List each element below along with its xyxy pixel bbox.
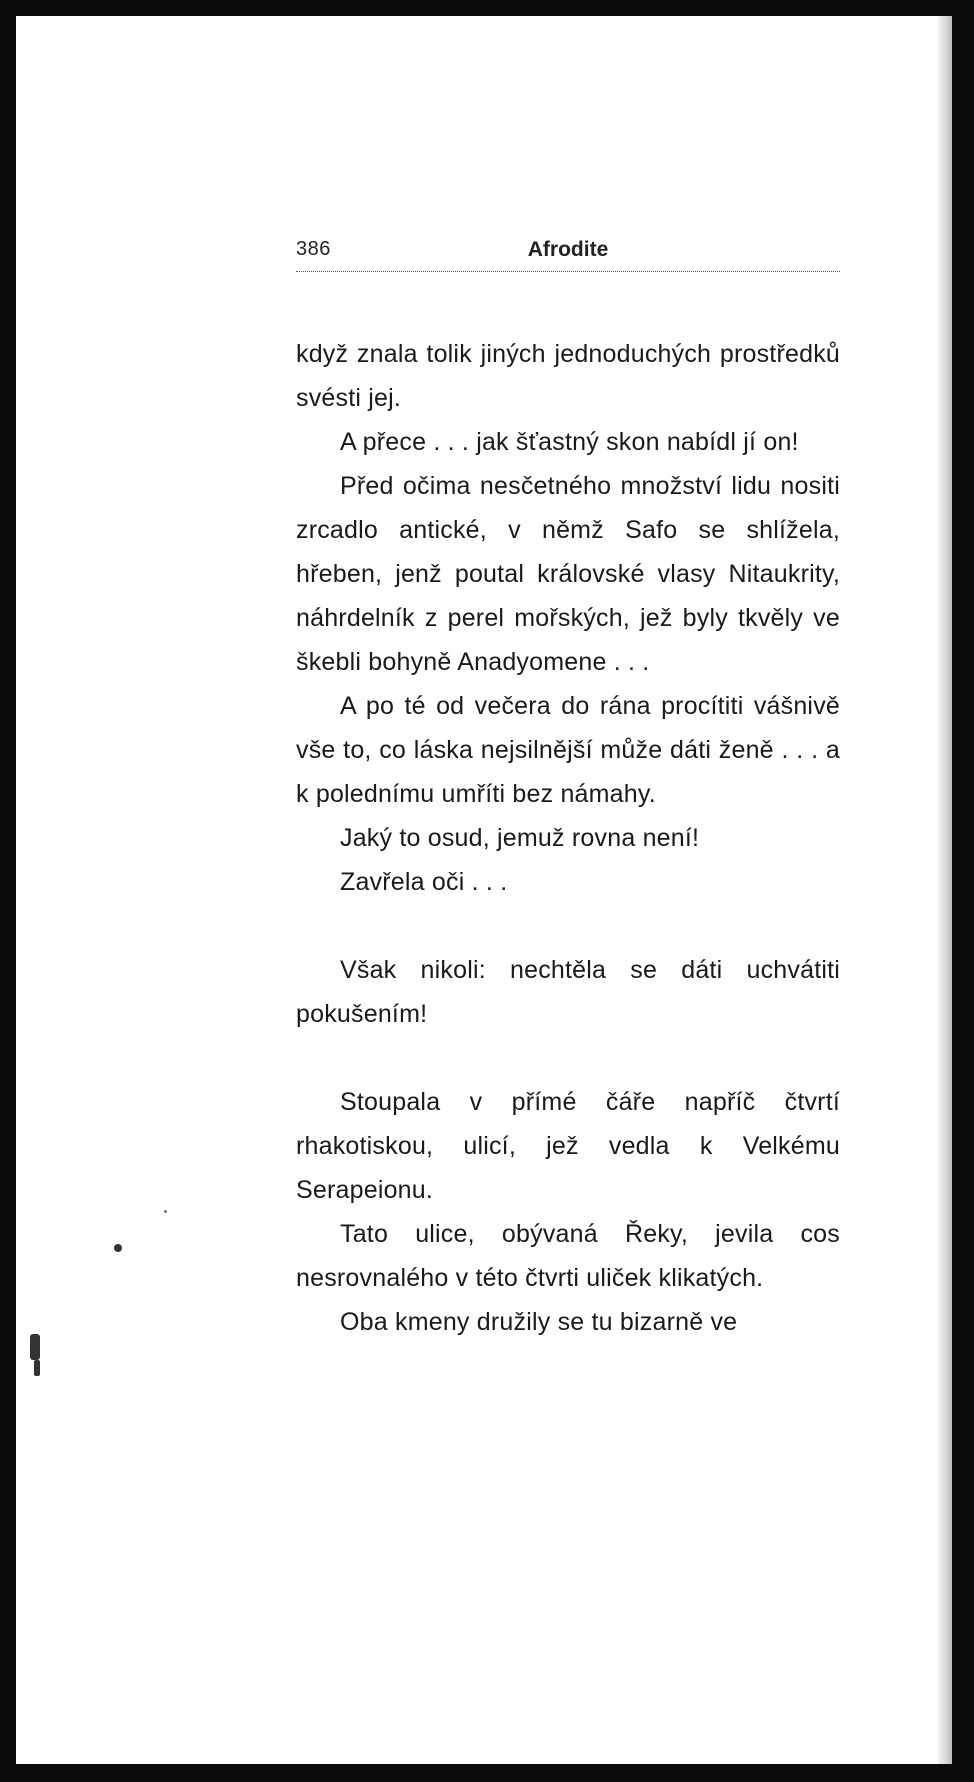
body-text: [296, 332, 840, 1344]
scan-speck: [164, 1210, 167, 1213]
paragraph: Oba kmeny družily se tu bizarně ve: [340, 1308, 738, 1336]
section-break: [296, 1036, 840, 1080]
book-page: [16, 16, 952, 1764]
paragraph: Zavřela oči . . .: [340, 868, 508, 896]
paragraph: Před očima nesčetného množství lidu nositi zrcadlo antické, v němž Safo se shlížela, hřeben, jenž poutal královské vlasy Nitaukrity, náhrdelník z perel mořských, jež byly tkvěly ve škebli bohyně Anadyomene . . .: [296, 472, 840, 676]
paragraph-continuation: když znala tolik jiných jednoduchých prostředků svésti jej.: [296, 340, 840, 412]
paragraph: A přece . . . jak šťastný skon nabídl jí on!: [340, 428, 799, 456]
page-edge-shadow: [938, 16, 952, 1764]
scan-speck: [30, 1334, 40, 1360]
page-number: 386: [296, 238, 331, 260]
running-head: [296, 238, 840, 278]
scan-speck: [34, 1360, 40, 1376]
paragraph: Stoupala v přímé čáře napříč čtvrtí rhakotiskou, ulicí, jež vedla k Velkému Serapeionu.: [296, 1088, 840, 1204]
paragraph: Tato ulice, obývaná Řeky, jevila cos nesrovnalého v této čtvrti uliček klikatých.: [296, 1220, 840, 1292]
scan-speck: [114, 1244, 122, 1252]
paragraph: Jaký to osud, jemuž rovna není!: [340, 824, 700, 852]
section-break: [296, 904, 840, 948]
header-divider: [296, 271, 840, 272]
paragraph: Však nikoli: nechtěla se dáti uchvátiti pokušením!: [296, 956, 840, 1028]
paragraph: A po té od večera do rána procítiti vášnivě vše to, co láska nejsilnější může dáti ženě . . . a k polednímu umříti bez námahy.: [296, 692, 840, 808]
running-title: Afrodite: [527, 238, 609, 261]
